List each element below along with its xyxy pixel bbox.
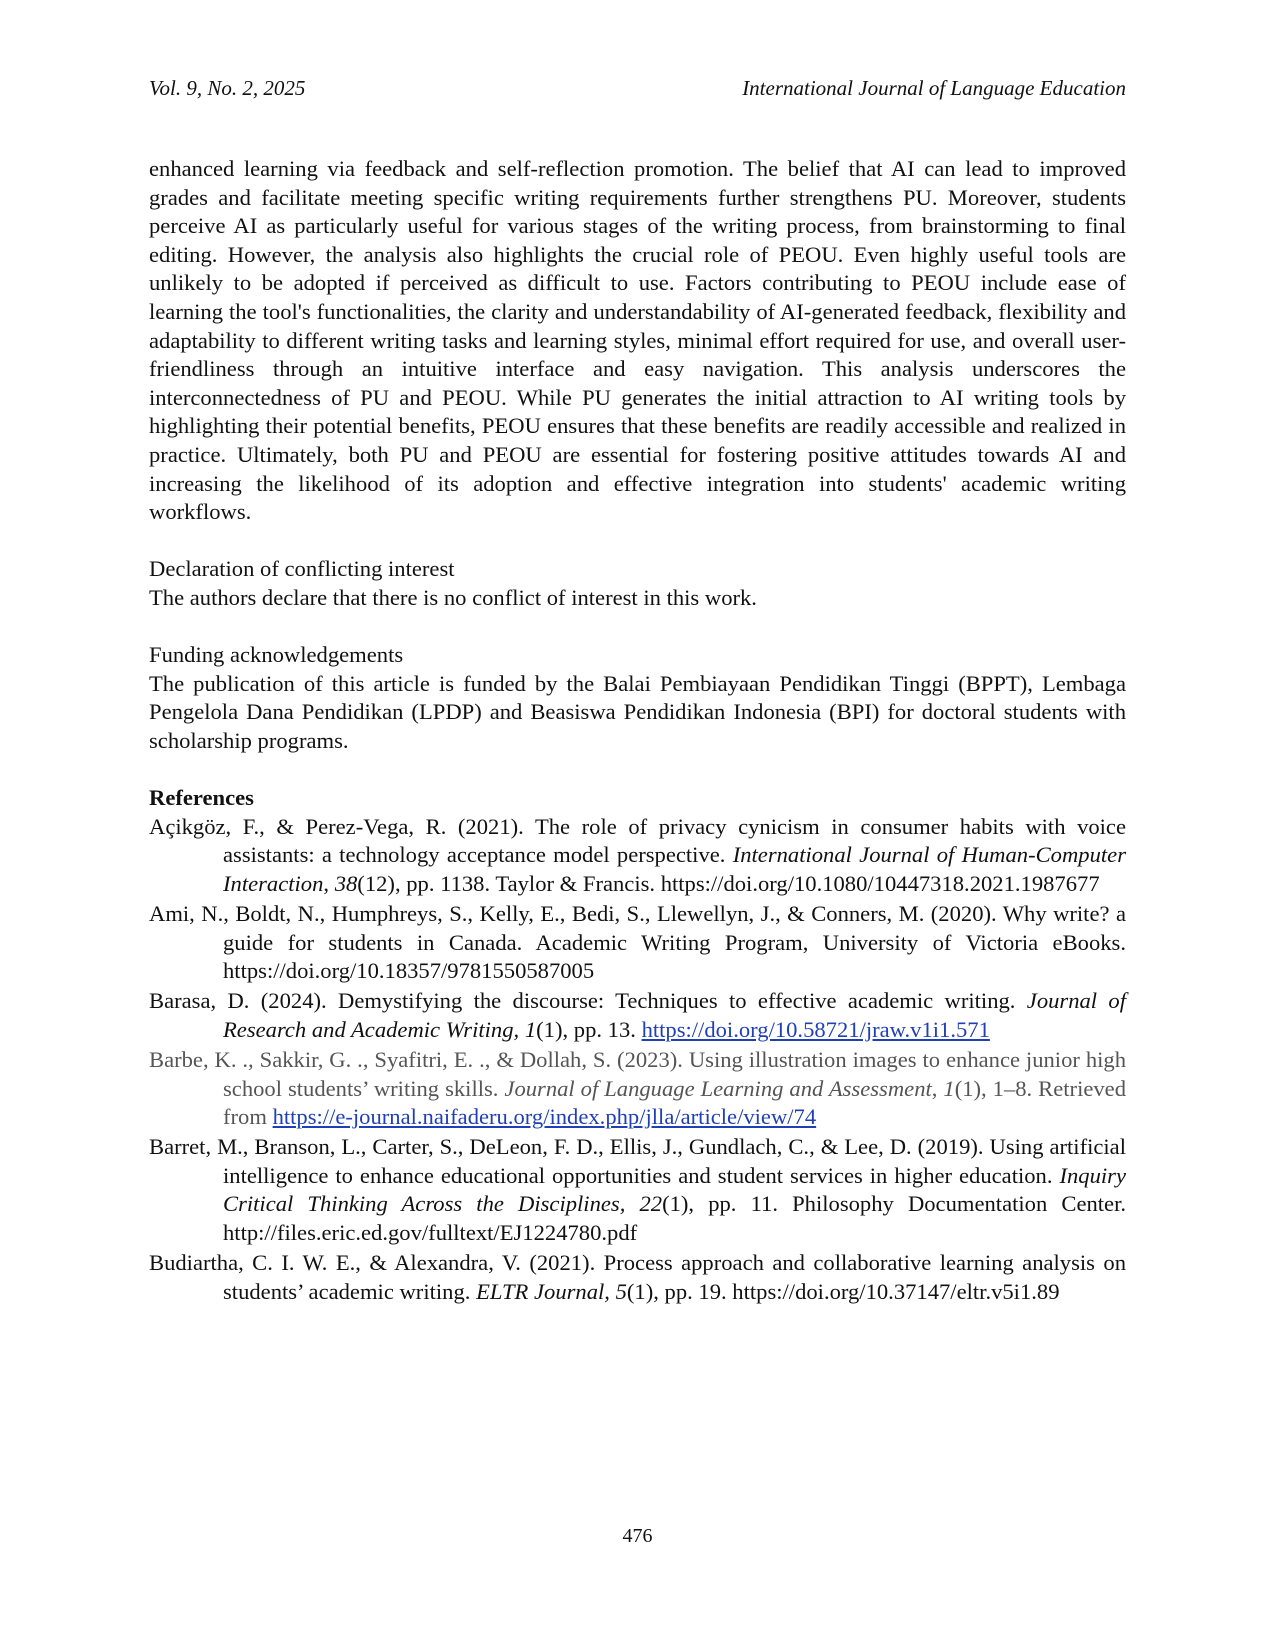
body-paragraph: enhanced learning via feedback and self-reflection promotion. The belief that AI can lead to improved grades and facilitate meeting specific writing requirements further strengthens PU. Moreover, students perceive AI as particularly useful for various stages of the writing process, from brainstorming to final editing. However, the analysis also highlights the crucial role of PEOU. Even highly useful tools are unlikely to be adopted if perceived as difficult to use. Factors contributing to PEOU include ease of learning the tool's functionalities, the clarity and understandability of AI-generated feedback, flexibility and adaptability to different writing tasks and learning styles, minimal effort required for use, and overall user-friendliness through an intuitive interface and easy navigation. This analysis underscores the interconnectedness of PU and PEOU. While PU generates the initial attraction to AI writing tools by highlighting their potential benefits, PEOU ensures that these benefits are readily accessible and realized in practice. Ultimately, both PU and PEOU are essential for fostering positive attitudes towards AI and increasing the likelihood of its adoption and effective integration into students' academic writing workflows.: [149, 156, 1126, 525]
spacer: [149, 755, 1126, 784]
doi-link[interactable]: https://doi.org/10.58721/jraw.v1i1.571: [641, 1016, 990, 1042]
declaration-title: Declaration of conflicting interest: [149, 556, 455, 582]
page-number: 476: [622, 1525, 653, 1547]
journal-name: Journal of Research and Academic Writing, 1: [223, 988, 1127, 1042]
volume-issue-label: Vol. 9, No. 2, 2025: [149, 76, 306, 100]
funding-text: The publication of this article is funded by the Balai Pembiayaan Pendidikan Tinggi (BPPT), Lembaga Pengelola Dana Pendidikan (LPDP) and Beasiswa Pendidikan Indonesia (BPI) for doctoral students with scholarship programs.: [149, 670, 1126, 753]
journal-name: Inquiry Critical Thinking Across the Disciplines, 22: [223, 1162, 1126, 1217]
spacer: [149, 527, 1126, 556]
journal-name: International Journal of Human-Computer Interaction: [223, 842, 1126, 896]
running-header: [149, 74, 1126, 102]
journal-volume: 1: [943, 1075, 955, 1101]
journal-name: Journal of Language Learning and Assessment: [504, 1075, 932, 1101]
journal-title: International Journal of Language Education: [742, 76, 1126, 100]
journal-name: ELTR Journal, 5: [476, 1278, 627, 1304]
page-content: [149, 155, 1126, 1308]
reference-item: Budiartha, C. I. W. E., & Alexandra, V. (2021). Process approach and collaborative learning analysis on students’ academic writing. ELTR Journal, 5(1), pp. 19. https://doi.org/10.37147/eltr.v5i1.89: [149, 1250, 1126, 1304]
journal-volume: 38: [334, 870, 358, 896]
references-heading: References: [149, 785, 254, 811]
article-link[interactable]: https://e-journal.naifaderu.org/index.php/jlla/article/view/74: [272, 1104, 817, 1130]
spacer: [149, 613, 1126, 642]
funding-title: Funding acknowledgements: [149, 642, 404, 668]
declaration-text: The authors declare that there is no conflict of interest in this work.: [149, 584, 757, 610]
reference-item: Ami, N., Boldt, N., Humphreys, S., Kelly, E., Bedi, S., Llewellyn, J., & Conners, M. (2020). Why write? a guide for students in Canada. Academic Writing Program, University of Victoria eBooks. https://doi.org/10.18357/9781550587005: [149, 900, 1126, 984]
reference-item: Barasa, D. (2024). Demystifying the discourse: Techniques to effective academic writing. Journal of Research and Academic Writing, 1(1), pp. 13. https://doi.org/10.58721/jraw.v1i1.571: [149, 988, 1127, 1042]
reference-item: Açikgöz, F., & Perez-Vega, R. (2021). The role of privacy cynicism in consumer habits with voice assistants: a technology acceptance model perspective. International Journal of Human-Computer Interaction, 38(12), pp. 1138. Taylor & Francis. https://doi.org/10.1080/10447318.2021.1987677: [149, 813, 1126, 896]
reference-item: Barbe, K. ., Sakkir, G. ., Syafitri, E. ., & Dollah, S. (2023). Using illustration images to enhance junior high school students’ writing skills. Journal of Language Learning and Assessment, 1(1), 1–8. Retrieved from https://e-journal.naifaderu.org/index.php/jlla/article/view/74: [149, 1046, 1127, 1130]
reference-item: Barret, M., Branson, L., Carter, S., DeLeon, F. D., Ellis, J., Gundlach, C., & Lee, D. (2019). Using artificial intelligence to enhance educational opportunities and student services in higher education. Inquiry Critical Thinking Across the Disciplines, 22(1), pp. 11. Philosophy Documentation Center. http://files.eric.ed.gov/fulltext/EJ1224780.pdf: [149, 1134, 1126, 1245]
